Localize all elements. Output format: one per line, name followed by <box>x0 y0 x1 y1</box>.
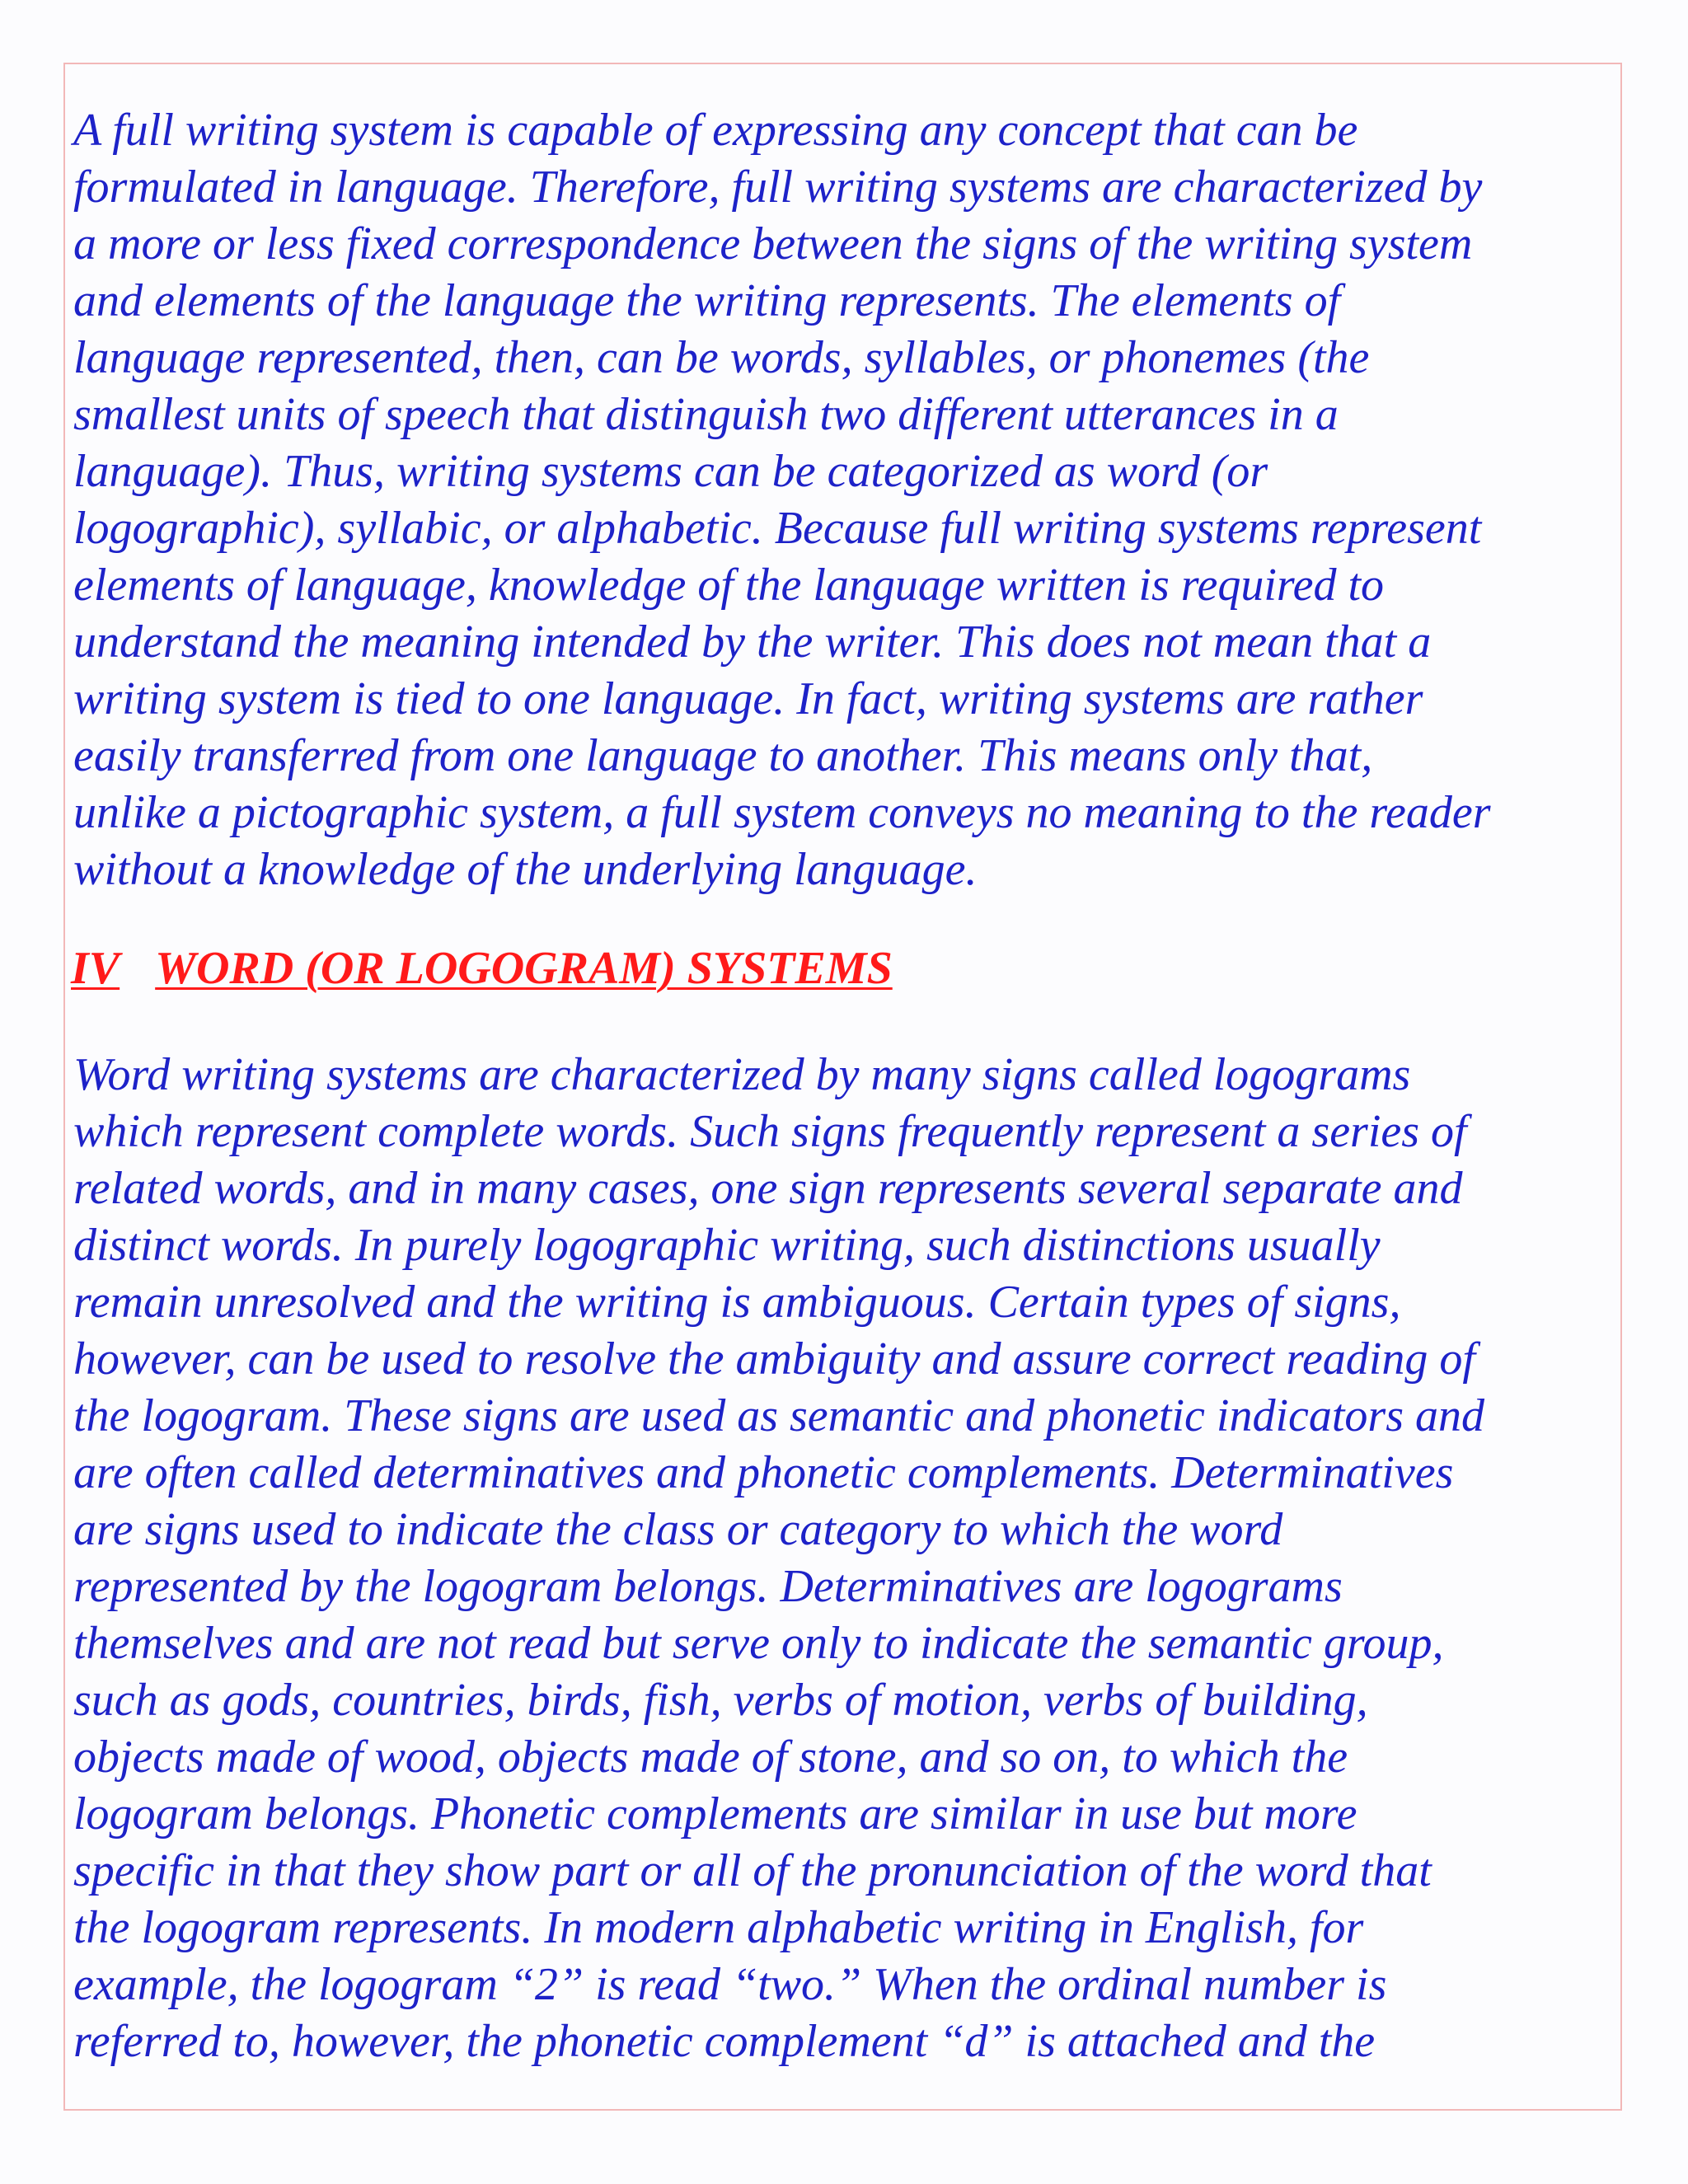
paragraph-line: distinct words. In purely logographic writing, such distinctions usually <box>73 1220 1381 1271</box>
paragraph-line: easily transferred from one language to another. This means only that, <box>73 730 1373 781</box>
body-paragraph-1 <box>73 102 1623 898</box>
paragraph-line: writing system is tied to one language. In fact, writing systems are rather <box>73 673 1423 724</box>
paragraph-line: are often called determinatives and phonetic complements. Determinatives <box>73 1447 1454 1498</box>
paragraph-line: formulated in language. Therefore, full writing systems are characterized by <box>73 162 1483 213</box>
paragraph-line: the logogram. These signs are used as semantic and phonetic indicators and <box>73 1390 1485 1441</box>
paragraph-line: specific in that they show part or all of the pronunciation of the word that <box>73 1845 1432 1896</box>
paragraph-line: example, the logogram “2” is read “two.” When the ordinal number is <box>73 1959 1387 2010</box>
paragraph-line: such as gods, countries, birds, fish, verbs of motion, verbs of building, <box>73 1675 1368 1726</box>
paragraph-line: the logogram represents. In modern alphabetic writing in English, for <box>73 1902 1364 1953</box>
paragraph-line: are signs used to indicate the class or category to which the word <box>73 1504 1283 1555</box>
paragraph-line: smallest units of speech that distinguish two different utterances in a <box>73 389 1339 440</box>
body-paragraph-2 <box>73 1047 1623 2070</box>
paragraph-line: themselves and are not read but serve only to indicate the semantic group, <box>73 1618 1444 1669</box>
paragraph-line: language). Thus, writing systems can be categorized as word (or <box>73 446 1268 497</box>
paragraph-line: remain unresolved and the writing is ambiguous. Certain types of signs, <box>73 1277 1401 1328</box>
paragraph-line: language represented, then, can be words, syllables, or phonemes (the <box>73 332 1370 383</box>
section-number: IV <box>71 943 120 994</box>
paragraph-line: A full writing system is capable of expressing any concept that can be <box>73 105 1358 156</box>
paragraph-line: which represent complete words. Such signs frequently represent a series of <box>73 1106 1467 1157</box>
paragraph-line: without a knowledge of the underlying language. <box>73 844 978 895</box>
paragraph-line: logographic), syllabic, or alphabetic. Because full writing systems represent <box>73 503 1482 554</box>
paragraph-line: and elements of the language the writing represents. The elements of <box>73 275 1341 326</box>
section-title: WORD (OR LOGOGRAM) SYSTEMS <box>155 943 893 994</box>
paragraph-line: Word writing systems are characterized by many signs called logograms <box>73 1049 1411 1100</box>
paragraph-line: understand the meaning intended by the writer. This does not mean that a <box>73 616 1432 668</box>
paragraph-line: referred to, however, the phonetic complement “d” is attached and the <box>73 2016 1376 2067</box>
paragraph-line: objects made of wood, objects made of stone, and so on, to which the <box>73 1732 1348 1783</box>
paragraph-line: unlike a pictographic system, a full system conveys no meaning to the reader <box>73 787 1491 838</box>
paragraph-line: however, can be used to resolve the ambiguity and assure correct reading of <box>73 1333 1475 1385</box>
paragraph-line: logogram belongs. Phonetic complements are similar in use but more <box>73 1788 1357 1840</box>
section-heading <box>71 940 893 997</box>
paragraph-line: a more or less fixed correspondence between the signs of the writing system <box>73 218 1473 269</box>
paragraph-line: represented by the logogram belongs. Determinatives are logograms <box>73 1561 1343 1612</box>
paragraph-line: related words, and in many cases, one sign represents several separate and <box>73 1163 1463 1214</box>
paragraph-line: elements of language, knowledge of the language written is required to <box>73 560 1385 611</box>
